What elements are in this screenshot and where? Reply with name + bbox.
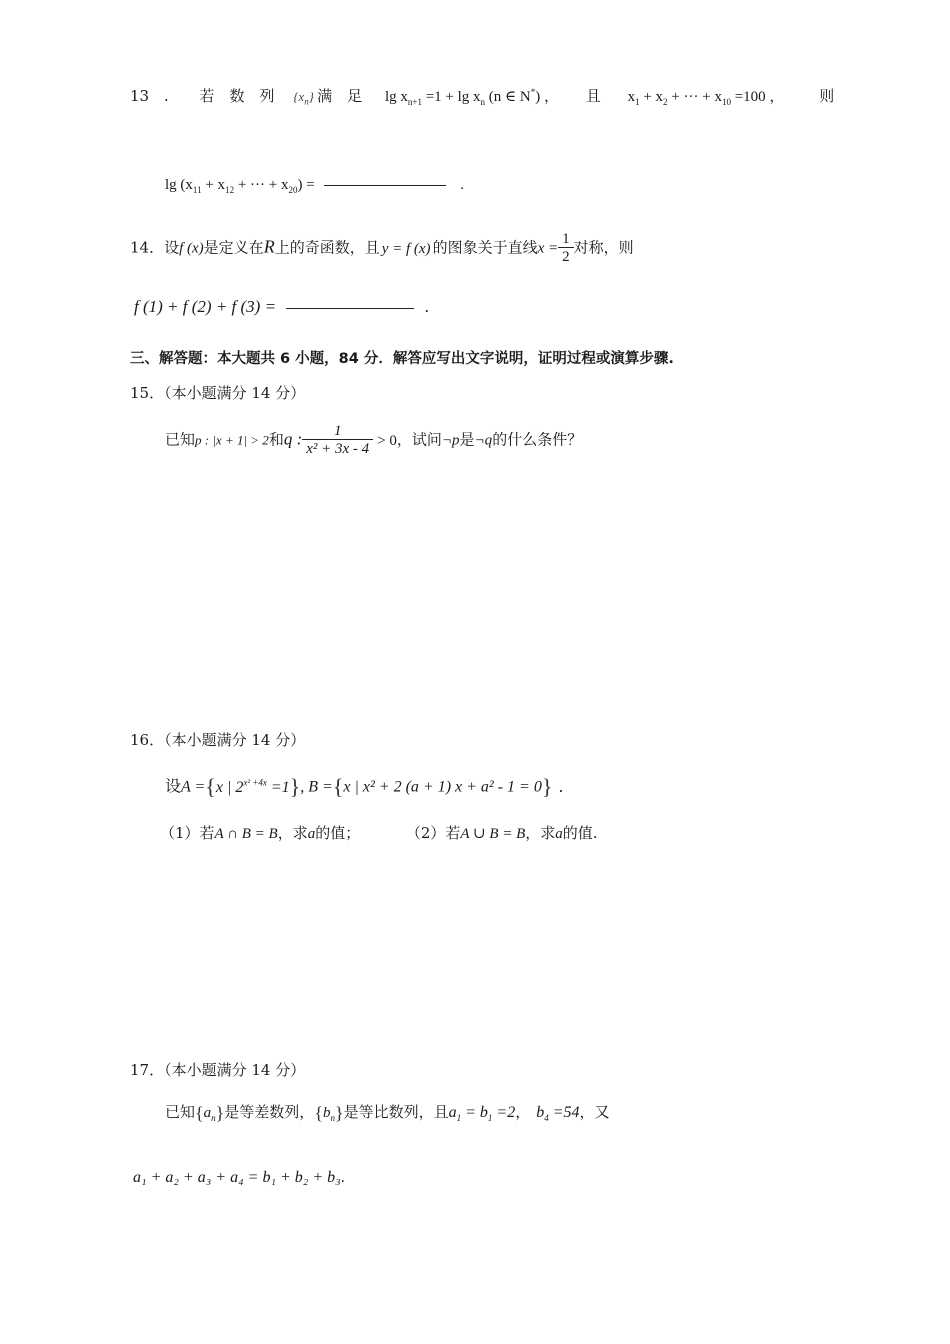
q17-line2-end: . [340, 1169, 345, 1186]
q16-brace-open-b: { [332, 774, 344, 799]
q16-header: 16．（本小题满分 14 分） [130, 731, 306, 749]
q14-half-fraction [558, 232, 574, 265]
q15-text-and: 和 [268, 430, 284, 449]
q15-text-c: 是 [459, 430, 475, 449]
q17-brace-open-a: { [195, 1103, 204, 1123]
q17-eq2-b: b [536, 1104, 545, 1121]
q15-frac-den: x² + 3x - 4 [302, 439, 373, 457]
q17-brace-open-b: { [314, 1103, 323, 1123]
q16-brace-close-a: } [289, 774, 301, 799]
q16-part2-label: （2）若 [405, 824, 461, 842]
q13-cond-tail: (n ∈ N [485, 89, 531, 105]
q17-eq1-end: =2 [492, 1104, 516, 1121]
q13-comma2: ， [769, 87, 785, 105]
q13-line2-b: + x [201, 177, 226, 193]
q15-text-d: 的什么条件？ [492, 430, 583, 449]
q13-seq-sub: n [304, 96, 309, 107]
q14-text-e: 对称，则 [573, 238, 634, 257]
q15-frac-num: 1 [333, 423, 342, 439]
q17-header: 17．（本小题满分 14 分） [130, 1061, 306, 1079]
q13-condition [385, 89, 544, 105]
q17-line2 [133, 1170, 345, 1186]
section3-title: 三、解答题：本大题共 6 小题，84 分．解答应写出文字说明，证明过程或演算步骤. [130, 351, 674, 367]
q13-line1 [130, 88, 834, 107]
q14-text-c: 上的奇函数，且 [274, 238, 380, 257]
q13-text-then: 则 [819, 87, 835, 105]
q13-cond-sub1: n+1 [407, 97, 422, 107]
q16-part1-label: （1）若 [160, 824, 215, 842]
q15-p-condition: p : |x + 1| > 2 [195, 432, 269, 448]
q17-line2-math: a₁ + a₂ + a₃ + a₄ = b₁ + b₂ + b₃ [133, 1169, 341, 1186]
q14-frac-den: 2 [558, 247, 574, 265]
q13-dot: . [163, 87, 169, 105]
q14-text-b: 是定义在 [203, 238, 264, 257]
q16-set-a-sup: x² +4x [243, 777, 267, 788]
q13-seq-close: } [308, 89, 314, 104]
q13-sum-x1: x [627, 89, 636, 105]
q17-eq1-b: = b [461, 1104, 488, 1121]
q14-frac-num: 1 [562, 231, 570, 247]
q14-xeq: x = [537, 240, 559, 257]
q17-text-d: ，又 [579, 1103, 610, 1121]
q16-part1-c: 的值； [315, 824, 361, 842]
q14-text-d: 的图象关于直线 [432, 238, 538, 257]
q16-part2-c: 的值. [562, 824, 598, 842]
q17-brace-close-a: } [215, 1103, 225, 1123]
q14-yfx: y = f (x) [381, 240, 431, 257]
q16-brace-open-a: { [205, 774, 216, 799]
q17-text-c: 是等比数列，且 [343, 1103, 449, 1121]
q17-text-b: 是等差数列， [224, 1103, 315, 1121]
q14-line2-math: f (1) + f (2) + f (3) = [134, 297, 277, 316]
q17-comma: ， [515, 1103, 531, 1121]
q16-part1-b: ，求 [277, 824, 308, 842]
q13-text-sequence: 若 数 列 [199, 87, 275, 105]
q16-text-a: 设 [165, 776, 182, 796]
q17-an: a [203, 1105, 212, 1121]
q16-part2-a: a [555, 826, 563, 842]
q17-eq2-end: =54 [548, 1104, 580, 1121]
q13-cond-lg: lg x [384, 89, 408, 105]
q16-dot: . [558, 776, 564, 796]
q16-set-a-label: A = [181, 778, 206, 796]
q14-fx: f (x) [179, 240, 204, 257]
q13-sum: $x_1 + x_2$ + ··· + $x_{10} =100$ [627, 89, 766, 107]
q13-sum-x2: + x [639, 89, 664, 105]
q16-set-a-body: x | 2 [215, 778, 244, 796]
q13-line2: $\lg (x_{11} + x_{12}$ + ··· + $x_{20}$) = . [165, 177, 464, 195]
q15-fraction [302, 424, 373, 457]
q16-parts [160, 826, 598, 842]
q13-cond-mid: =1 + lg x [421, 89, 481, 105]
q15-header: 15．（本小题满分 14 分） [130, 384, 306, 402]
q15-not-q: ¬q [474, 432, 493, 449]
q14-line2-end: . [424, 297, 429, 316]
q15-q-label: q : [283, 429, 303, 449]
q15-not-p: ¬p [441, 432, 460, 449]
q13-cond-sup: * [530, 87, 536, 97]
q17-bn: b [322, 1105, 331, 1121]
q14-number-text: 14．设 [130, 238, 180, 257]
q14-line2 [134, 298, 429, 315]
q15-gt: > 0 [377, 432, 397, 449]
q16-set-b-label: , B = [300, 778, 333, 796]
q13-sum-end: =100 [730, 89, 766, 105]
q16-part2-math: A ∪ B = B [460, 826, 526, 842]
q14-R: R [263, 236, 275, 257]
q16-part1-math: A ∩ B = B [214, 826, 278, 842]
q13-line2-d: ) = [297, 177, 315, 193]
q17-an-sub: n [211, 1113, 216, 1123]
q15-text-a: 已知 [165, 430, 196, 449]
q13-sum-x10: + ··· + x [667, 89, 722, 105]
q13-line2-c: + ··· + x [234, 177, 289, 193]
q15-body [165, 424, 582, 457]
q15-text-b: ，试问 [396, 430, 442, 449]
q16-brace-close-b: } [541, 774, 553, 799]
q14-answer-blank[interactable] [286, 308, 414, 309]
q13-cond-sub2: n [480, 97, 486, 107]
q13-sequence-xn [293, 89, 317, 107]
q17-eq1-a: a [448, 1104, 457, 1121]
q17-body: 已知$\{a_n\}$是等差数列，$\{b_n\}$是等比数列，且$a_1 = b_1 =2$， $b_4 =54$，又 [165, 1103, 610, 1124]
q13-text-and: 且 [585, 87, 601, 105]
q13-line2-a: lg (x [165, 177, 193, 193]
q14-line1 [130, 232, 634, 265]
q16-set-a-end: =1 [266, 778, 290, 796]
q13-comma1: ， [543, 87, 559, 105]
q13-cond-end: ) [535, 89, 541, 105]
q13-line2-end: . [460, 177, 464, 193]
q13-number: 13 [130, 87, 150, 105]
q16-body [165, 776, 564, 798]
q13-seq-open: {x [293, 89, 305, 104]
q13-text-satisfy: 满 足 [317, 87, 363, 105]
q17-text-a: 已知 [165, 1103, 196, 1121]
q16-part2-b: ，求 [525, 824, 556, 842]
q16-set-b-body: x | x² + 2 (a + 1) x + a² - 1 = 0 [343, 778, 542, 796]
q17-brace-close-b: } [334, 1103, 344, 1123]
q13-answer-blank[interactable] [324, 185, 446, 186]
q16-part1-a: a [307, 826, 316, 842]
q17-bn-sub: n [330, 1113, 335, 1123]
